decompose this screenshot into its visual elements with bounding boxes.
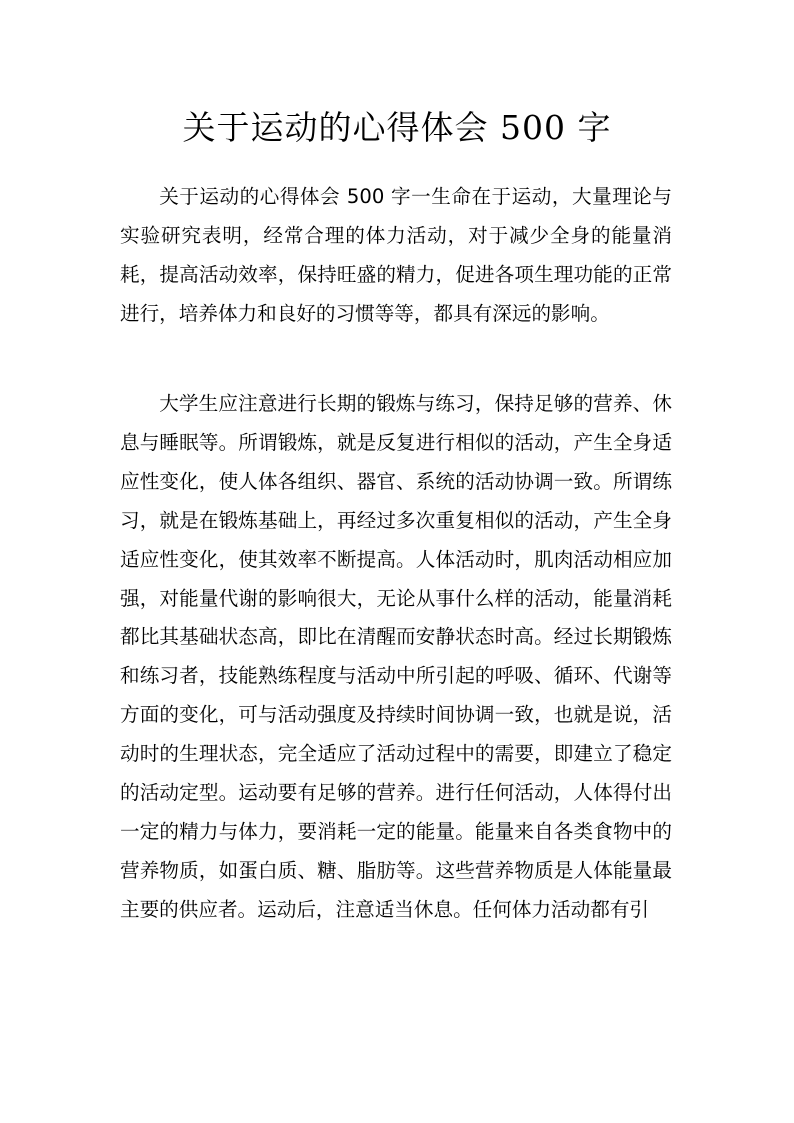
- document-title: 关于运动的心得体会 500 字: [182, 108, 612, 147]
- paragraph-2: 大学生应注意进行长期的锻炼与练习，保持足够的营养、休息与睡眠等。所谓锻炼，就是反复进行相似的活动，产生全身适应性变化，使人体各组织、器官、系统的活动协调一致。所谓练习，就是在锻炼基础上，再经过多次重复相似的活动，产生全身适应性变化，使其效率不断提高。人体活动时，肌肉活动相应加强，对能量代谢的影响很大，无论从事什么样的活动，能量消耗都比其基础状态高，即比在清醒而安静状态时高。经过长期锻炼和练习者，技能熟练程度与活动中所引起的呼吸、循环、代谢等方面的变化，可与活动强度及持续时间协调一致，也就是说，活动时的生理状态，完全适应了活动过程中的需要，即建立了稳定的活动定型。运动要有足够的营养。进行任何活动，人体得付出一定的精力与体力，要消耗一定的能量。能量来自各类食物中的营养物质，如蛋白质、糖、脂肪等。这些营养物质是人体能量最主要的供应者。运动后，注意适当休息。任何体力活动都有引: [120, 392, 672, 921]
- paragraph-1: 关于运动的心得体会 500 字一生命在于运动，大量理论与实验研究表明，经常合理的体力活动，对于减少全身的能量消耗，提高活动效率，保持旺盛的精力，促进各项生理功能的正常进行，培养体力和良好的习惯等等，都具有深远的影响。: [120, 185, 672, 325]
